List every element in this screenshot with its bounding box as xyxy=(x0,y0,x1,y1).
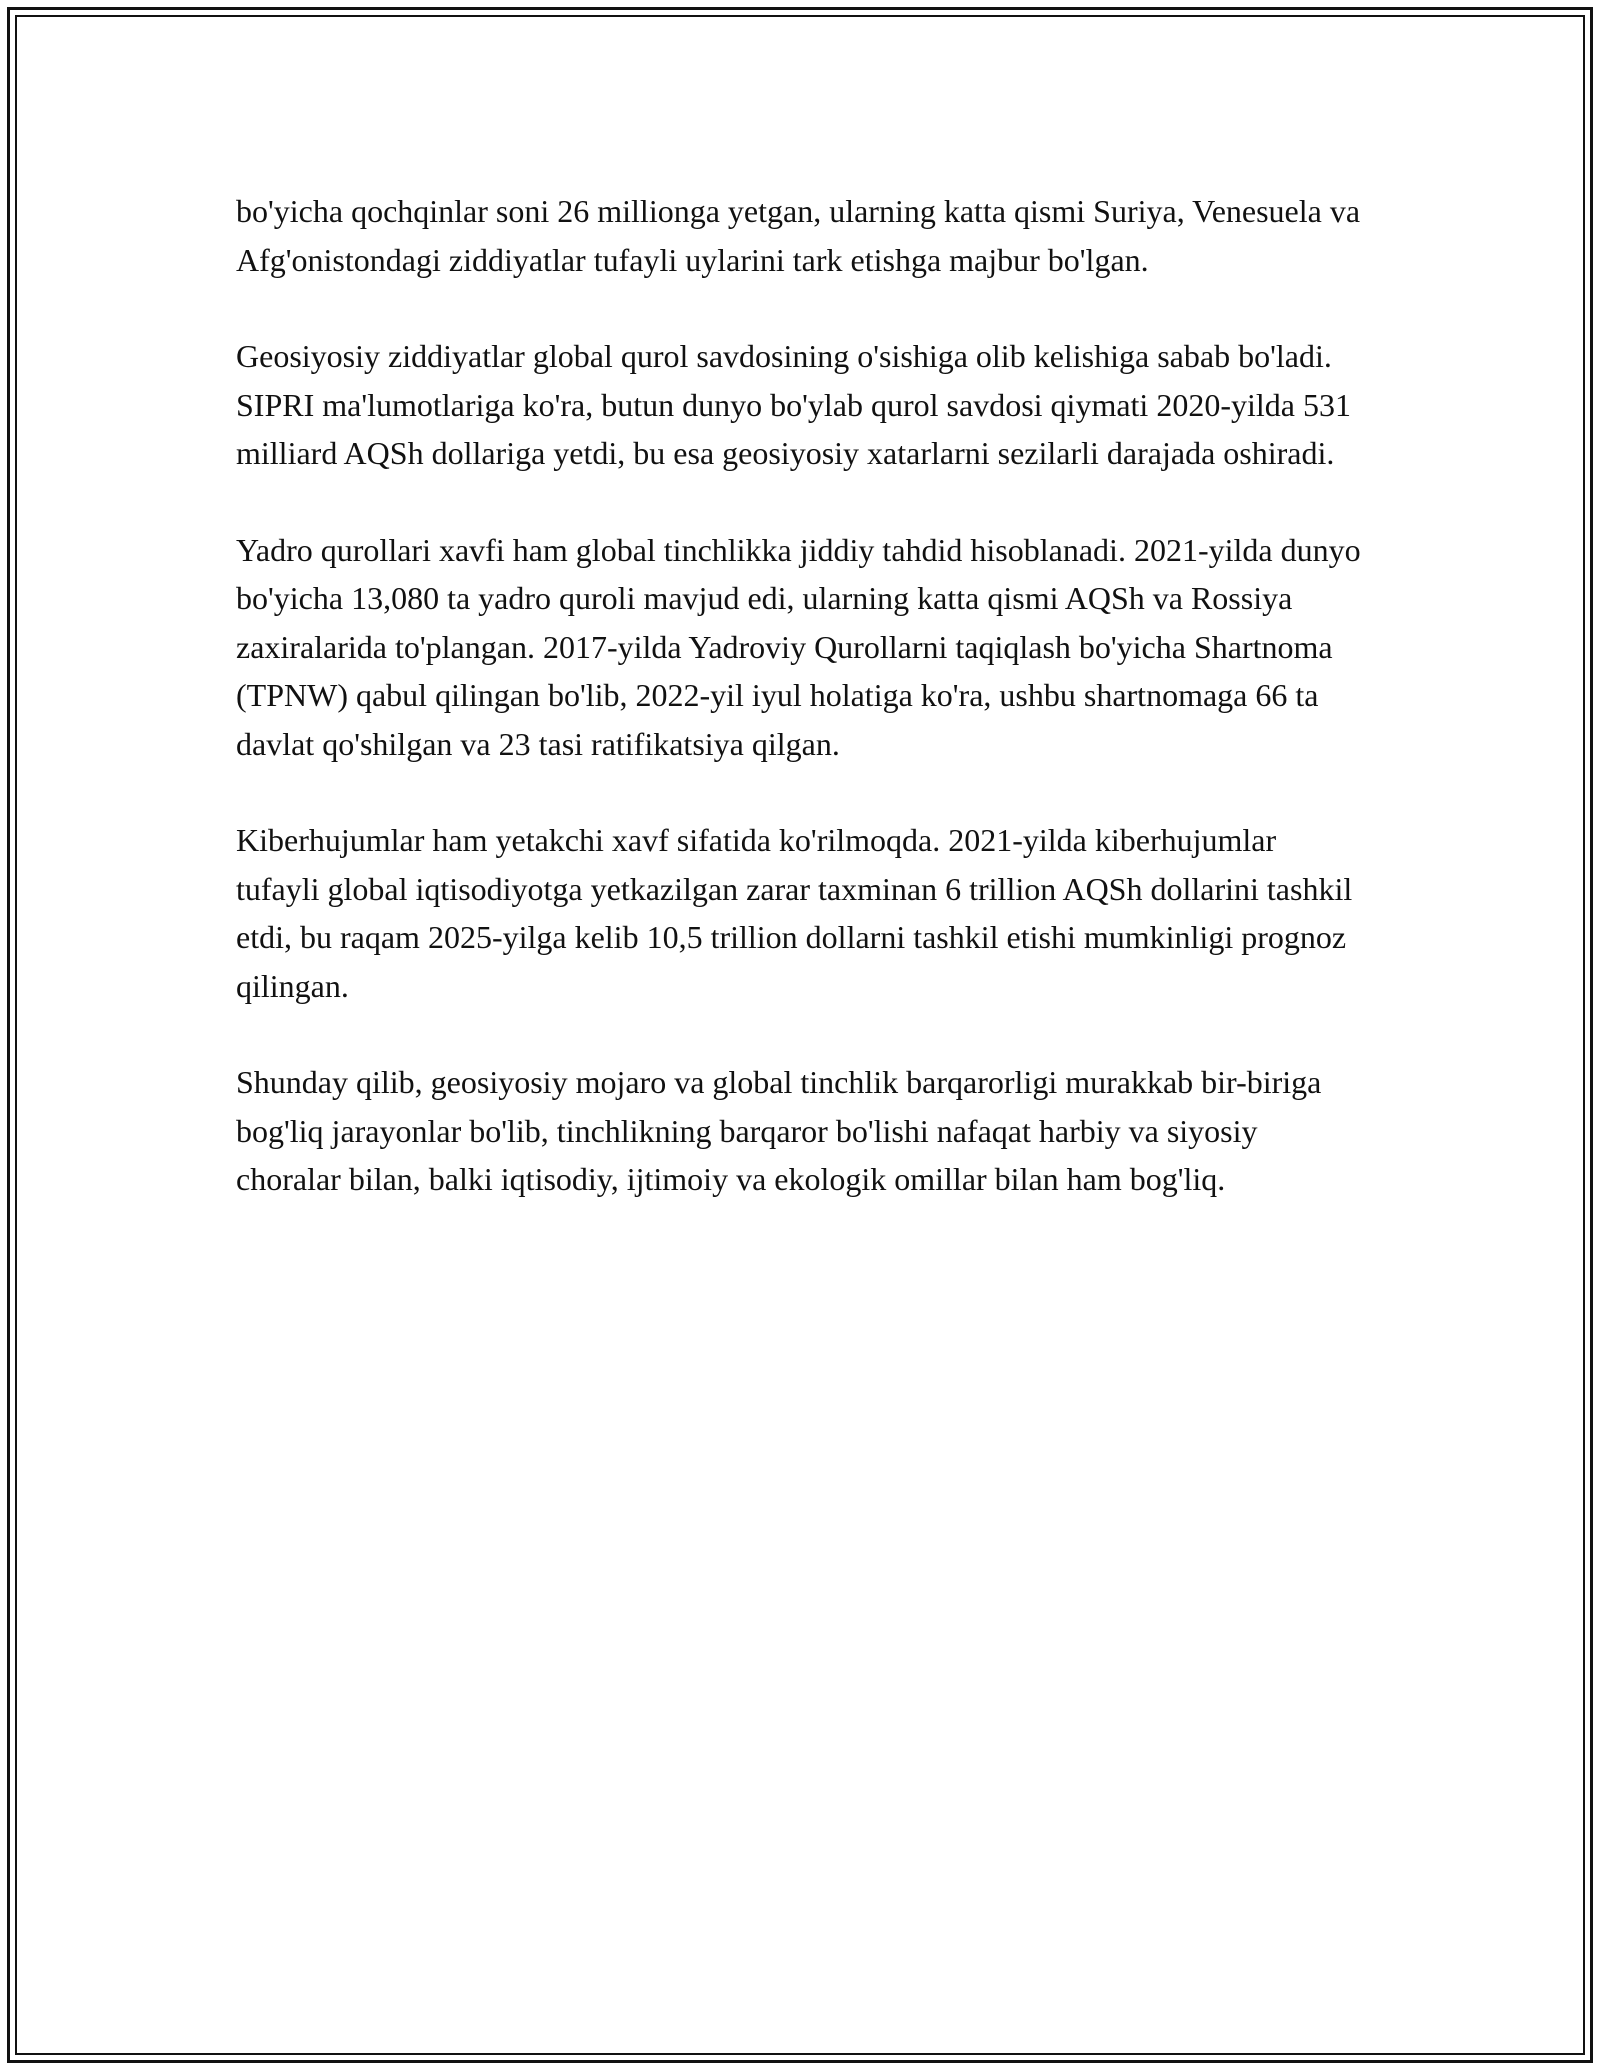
document-body xyxy=(236,187,1366,1252)
paragraph-arms-trade: Geosiyosiy ziddiyatlar global qurol savdosining o'sishiga olib kelishiga sabab bo'ladi. SIPRI ma'lumotlariga ko'ra, butun dunyo bo'ylab qurol savdosi qiymati 2020-yilda 531 milliard AQSh dollariga yetdi, bu esa geosiyosiy xatarlarni sezilarli darajada oshiradi. xyxy=(236,338,1351,471)
paragraph-conclusion: Shunday qilib, geosiyosiy mojaro va global tinchlik barqarorligi murakkab bir-biriga bog'liq jarayonlar bo'lib, tinchlikning barqaror bo'lishi nafaqat harbiy va siyosiy choralar bilan, balki iqtisodiy, ijtimoiy va ekologik omillar bilan ham bog'liq. xyxy=(236,1064,1322,1197)
paragraph-nuclear-weapons: Yadro qurollari xavfi ham global tinchlikka jiddiy tahdid hisoblanadi. 2021-yilda dunyo bo'yicha 13,080 ta yadro quroli mavjud edi, ularning katta qismi AQSh va Rossiya zaxiralarida to'plangan. 2017-yilda Yadroviy Qurollarni taqiqlash bo'yicha Shartnoma (TPNW) qabul qilingan bo'lib, 2022-yil iyul holatiga ko'ra, ushbu shartnomaga 66 ta davlat qo'shilgan va 23 tasi ratifikatsiya qilgan. xyxy=(236,531,1361,762)
paragraph-cyberattacks: Kiberhujumlar ham yetakchi xavf sifatida ko'rilmoqda. 2021-yilda kiberhujumlar tufayli global iqtisodiyotga yetkazilgan zarar taxminan 6 trillion AQSh dollarini tashkil etdi, bu raqam 2025-yilga kelib 10,5 trillion dollarni tashkil etishi mumkinligi prognoz qilingan. xyxy=(236,822,1353,1004)
paragraph-refugees: bo'yicha qochqinlar soni 26 millionga yetgan, ularning katta qismi Suriya, Venesuela va Afg'onistondagi ziddiyatlar tufayli uylarini tark etishga majbur bo'lgan. xyxy=(236,193,1361,278)
